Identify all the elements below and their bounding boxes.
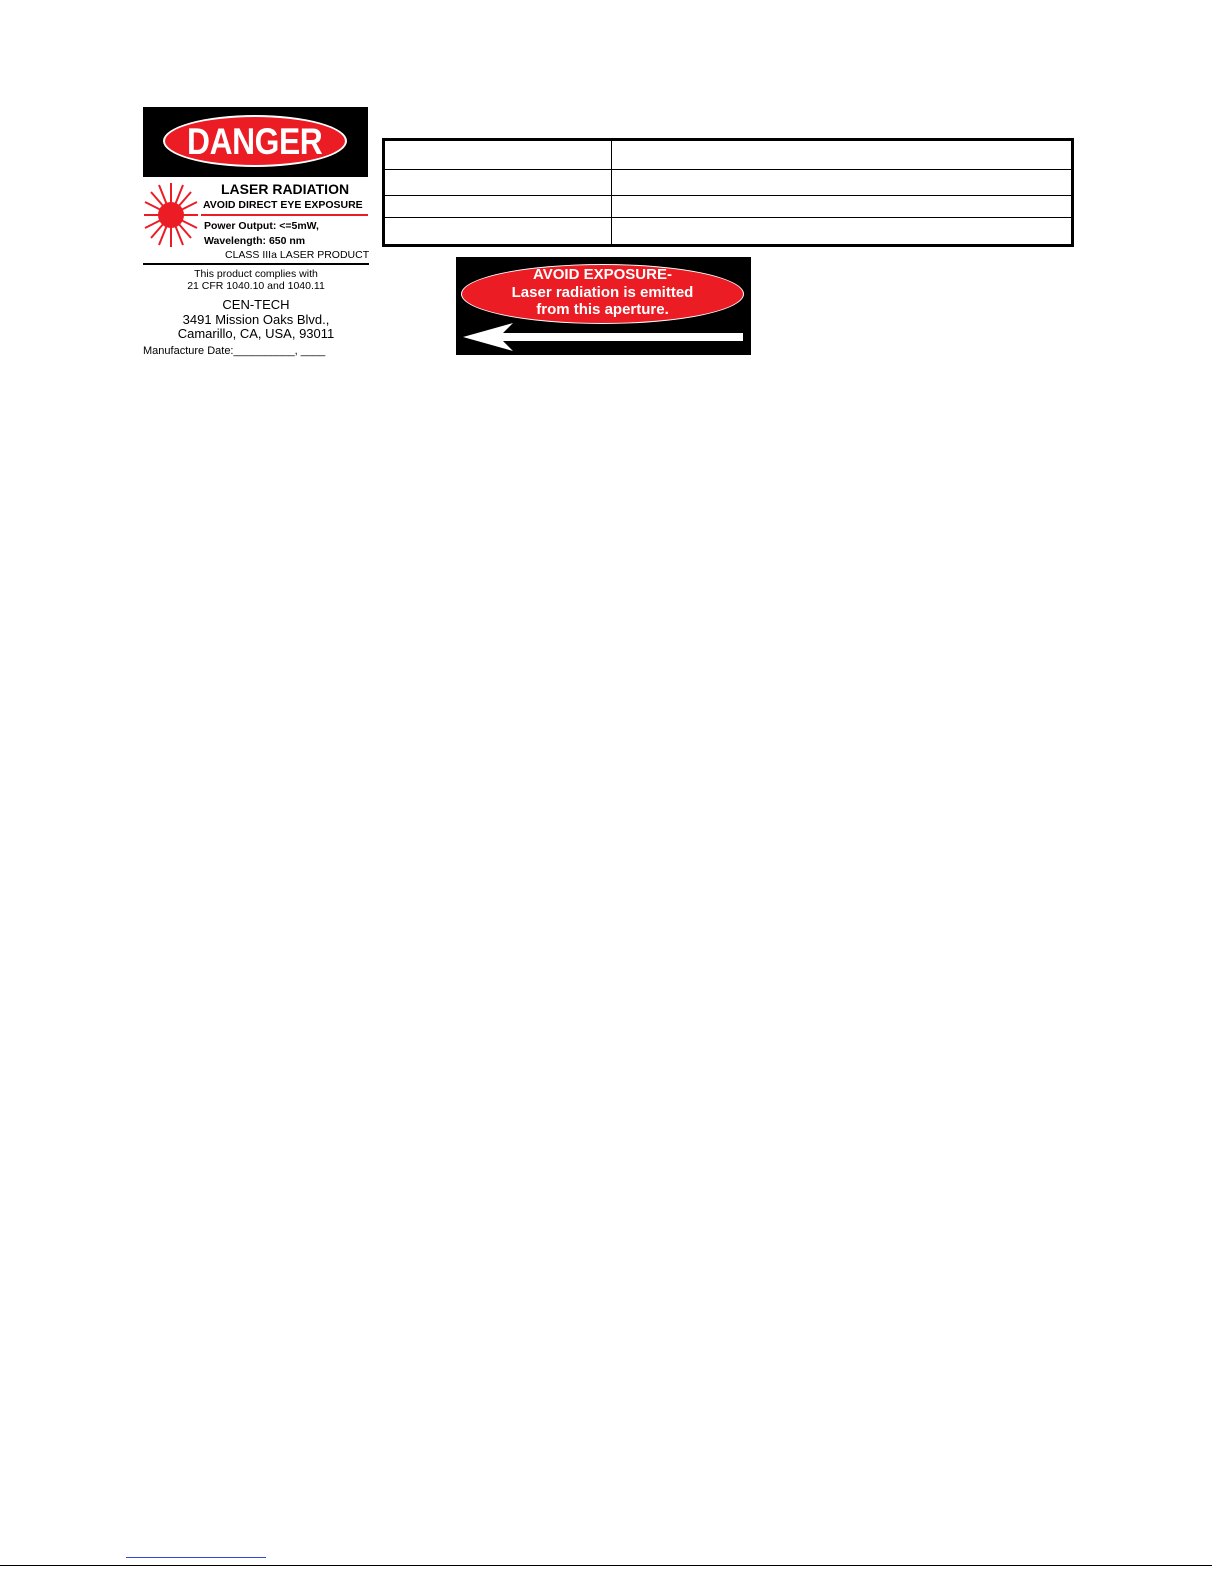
footer-link-rule	[126, 1557, 266, 1558]
red-divider	[201, 214, 368, 216]
avoid-exposure-heading: AVOID EXPOSURE-	[533, 266, 672, 283]
avoid-eye-exposure-text: AVOID DIRECT EYE EXPOSURE	[203, 199, 363, 211]
aperture-text-line-2: Laser radiation is emitted	[511, 284, 694, 301]
laser-radiation-title: LASER RADIATION	[221, 181, 350, 197]
black-divider	[143, 263, 369, 265]
info-table	[382, 138, 1074, 247]
compliance-line-2: 21 CFR 1040.10 and 1040.11	[187, 280, 325, 292]
address-line-2: Camarillo, CA, USA, 93011	[177, 326, 335, 341]
laser-class-text: CLASS IIIa LASER PRODUCT	[225, 249, 370, 261]
table-column-divider	[611, 141, 612, 244]
table-row	[385, 196, 1071, 218]
danger-header	[143, 107, 368, 177]
manufacturer-name: CEN-TECH	[222, 297, 290, 312]
aperture-text-line-3: from this aperture.	[536, 301, 669, 318]
table-row	[385, 218, 1071, 245]
manufacture-date: Manufacture Date:__________, ____	[143, 345, 326, 357]
danger-oval	[163, 115, 347, 167]
table-row	[385, 170, 1071, 196]
wavelength-text: Wavelength: 650 nm	[204, 235, 306, 247]
address-line-1: 3491 Mission Oaks Blvd.,	[182, 312, 330, 327]
danger-word: DANGER	[187, 120, 323, 162]
aperture-warning-label	[456, 257, 751, 355]
page-bottom-rule	[0, 1565, 1212, 1566]
laser-danger-label	[143, 107, 369, 359]
table-row	[385, 141, 1071, 170]
laser-starburst-icon	[143, 182, 199, 248]
arrow-left-icon	[463, 323, 745, 351]
power-output-text: Power Output: <=5mW,	[204, 220, 319, 232]
compliance-line-1: This product complies with	[194, 268, 318, 280]
